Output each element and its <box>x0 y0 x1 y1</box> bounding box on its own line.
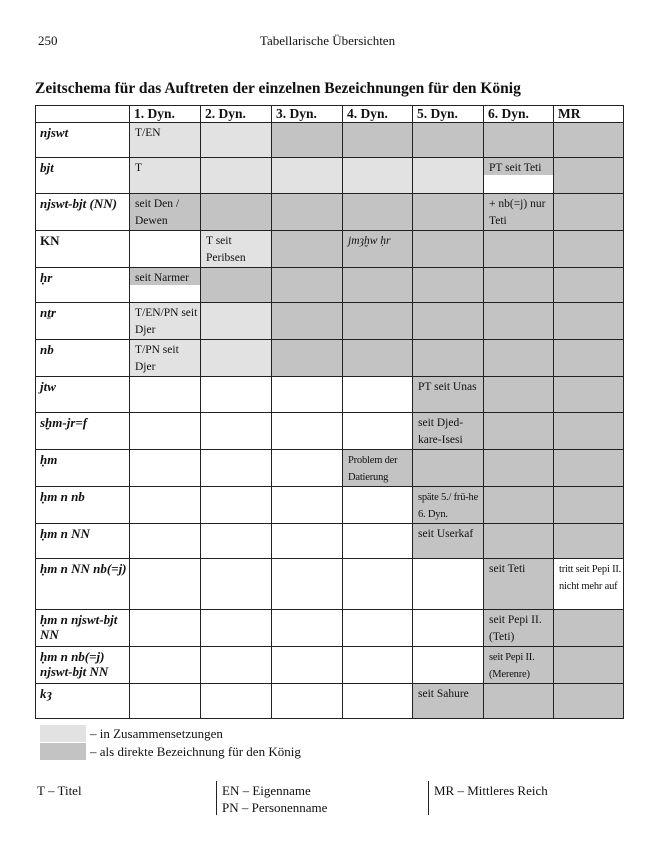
shade-fill <box>484 340 553 376</box>
period-cell <box>272 268 343 303</box>
shade-fill <box>272 194 342 230</box>
shade-fill <box>272 123 342 157</box>
period-cell <box>130 450 201 487</box>
row-label: sḫm-jr=f <box>40 415 88 430</box>
cell-text: T <box>135 162 143 174</box>
period-cell <box>413 158 484 194</box>
table-row <box>36 158 624 194</box>
cell-text: späte 5./ frü-he 6. Dyn. <box>418 492 479 520</box>
row-label-cell <box>36 268 130 303</box>
period-cell <box>343 194 413 231</box>
period-cell <box>272 524 343 559</box>
period-cell <box>484 684 554 719</box>
col-header: 4. Dyn. <box>343 106 413 123</box>
shade-fill <box>484 684 553 718</box>
period-cell <box>272 194 343 231</box>
abbr-item: PN – Personenname <box>222 800 328 815</box>
shade-fill <box>343 194 412 230</box>
row-label-cell <box>36 450 130 487</box>
col-header: 1. Dyn. <box>130 106 201 123</box>
row-label-cell <box>36 559 130 610</box>
period-cell <box>201 524 272 559</box>
divider <box>216 781 217 815</box>
cell-text: seit Sahure <box>418 688 469 700</box>
row-label-cell <box>36 487 130 524</box>
period-cell <box>130 684 201 719</box>
abbr-item: EN – Eigenname <box>222 783 311 798</box>
period-cell <box>343 524 413 559</box>
period-cell <box>201 413 272 450</box>
table-row <box>36 268 624 303</box>
period-cell <box>130 413 201 450</box>
shade-fill <box>272 268 342 302</box>
period-cell <box>413 194 484 231</box>
period-cell <box>554 559 624 610</box>
cell-text: tritt seit Pepi II. nicht mehr auf <box>559 564 622 592</box>
period-cell <box>413 684 484 719</box>
period-cell <box>272 450 343 487</box>
shade-fill <box>272 340 342 376</box>
table-row <box>36 559 624 610</box>
col-header: 5. Dyn. <box>413 106 484 123</box>
col-header: MR <box>554 106 624 123</box>
period-cell <box>130 194 201 231</box>
period-cell <box>130 377 201 413</box>
cell-text: PT seit Unas <box>418 381 477 393</box>
period-cell <box>554 413 624 450</box>
period-cell <box>130 487 201 524</box>
shade-fill <box>201 158 271 193</box>
period-cell <box>413 268 484 303</box>
header-row <box>36 106 624 123</box>
period-cell <box>343 158 413 194</box>
period-cell <box>201 684 272 719</box>
period-cell <box>484 123 554 158</box>
shade-fill <box>554 450 623 486</box>
period-cell <box>343 413 413 450</box>
cell-text: seit Userkaf <box>418 528 474 540</box>
period-cell <box>554 684 624 719</box>
table-row <box>36 377 624 413</box>
row-label-cell <box>36 413 130 450</box>
cell-text: T/EN <box>135 127 161 139</box>
row-label: kȝ <box>40 686 53 701</box>
shade-fill <box>413 268 483 302</box>
shade-fill <box>272 158 342 193</box>
period-cell <box>554 377 624 413</box>
period-cell <box>343 123 413 158</box>
period-cell <box>413 610 484 647</box>
shade-fill <box>201 268 271 302</box>
cell-text: seit Den / Dewen <box>135 198 180 227</box>
table-row <box>36 684 624 719</box>
period-cell <box>272 340 343 377</box>
row-label: ḥm n NN nb(=j) <box>40 561 127 576</box>
period-cell <box>484 194 554 231</box>
period-cell <box>130 231 201 268</box>
period-cell <box>554 487 624 524</box>
cell-text: seit Narmer <box>135 272 189 284</box>
shade-fill <box>554 123 623 157</box>
period-cell <box>343 303 413 340</box>
row-label: njswt <box>40 125 69 140</box>
row-label: njswt-bjt (NN) <box>40 196 117 211</box>
row-label: jtw <box>40 379 56 394</box>
shade-fill <box>554 231 623 267</box>
period-cell <box>413 413 484 450</box>
shade-fill <box>413 123 483 157</box>
period-cell <box>130 123 201 158</box>
shade-fill <box>413 231 483 267</box>
period-cell <box>343 377 413 413</box>
period-cell <box>201 610 272 647</box>
shade-fill <box>554 413 623 449</box>
row-label: nb <box>40 342 54 357</box>
shade-fill <box>554 647 623 683</box>
shade-fill <box>272 303 342 339</box>
shade-fill <box>343 123 412 157</box>
period-cell <box>272 413 343 450</box>
corner-cell <box>36 106 130 123</box>
row-label-cell <box>36 684 130 719</box>
table-row <box>36 303 624 340</box>
period-cell <box>272 377 343 413</box>
row-label: bjt <box>40 160 54 175</box>
shade-fill <box>484 123 553 157</box>
shade-fill <box>554 610 623 646</box>
period-cell <box>201 123 272 158</box>
legend-text-light: – in Zusammensetzungen <box>90 726 223 741</box>
period-cell <box>130 647 201 684</box>
period-cell <box>554 268 624 303</box>
cell-text: seit Pepi II. (Merenre) <box>489 652 535 680</box>
period-cell <box>554 231 624 268</box>
table-row <box>36 194 624 231</box>
period-cell <box>413 340 484 377</box>
row-label-cell <box>36 647 130 684</box>
cell-text: + nb(=j) nur Teti <box>489 198 546 227</box>
period-cell <box>201 487 272 524</box>
period-cell <box>272 559 343 610</box>
period-cell <box>484 524 554 559</box>
period-cell <box>201 647 272 684</box>
period-cell <box>343 559 413 610</box>
shade-fill <box>554 268 623 302</box>
period-cell <box>554 303 624 340</box>
cell-text: T seit Peribsen <box>206 235 246 264</box>
period-cell <box>201 231 272 268</box>
abbr-item: MR – Mittleres Reich <box>434 783 548 798</box>
period-cell <box>484 413 554 450</box>
period-cell <box>201 340 272 377</box>
shade-fill <box>554 303 623 339</box>
period-cell <box>343 684 413 719</box>
row-label-cell <box>36 231 130 268</box>
period-cell <box>343 610 413 647</box>
row-label-cell <box>36 123 130 158</box>
shade-fill <box>272 231 342 267</box>
shade-fill <box>413 158 483 193</box>
shade-fill <box>413 194 483 230</box>
period-cell <box>272 684 343 719</box>
shade-fill <box>413 450 483 486</box>
col-header: 6. Dyn. <box>484 106 554 123</box>
period-cell <box>130 610 201 647</box>
cell-text: seit Djed-kare-Isesi <box>418 417 464 446</box>
chronology-table <box>35 105 624 719</box>
cell-text: T/EN/PN seit Djer <box>135 307 198 336</box>
row-label: ḥr <box>40 270 53 285</box>
period-cell <box>201 158 272 194</box>
period-cell <box>413 123 484 158</box>
cell-text: PT seit Teti <box>489 162 542 174</box>
period-cell <box>554 647 624 684</box>
table-row <box>36 647 624 684</box>
cell-text: jmȝḫw ḥr <box>348 235 391 247</box>
period-cell <box>413 377 484 413</box>
table-title: Zeitschema für das Auftreten der einzelnen Bezeichnungen für den König <box>35 80 521 97</box>
table-row <box>36 123 624 158</box>
table-row <box>36 487 624 524</box>
period-cell <box>272 647 343 684</box>
period-cell <box>130 158 201 194</box>
shade-fill <box>343 158 412 193</box>
period-cell <box>272 303 343 340</box>
cell-text: seit Pepi II. (Teti) <box>489 614 542 643</box>
period-cell <box>130 559 201 610</box>
table-row <box>36 450 624 487</box>
table-row <box>36 610 624 647</box>
period-cell <box>130 524 201 559</box>
legend-swatch-dark <box>40 743 86 760</box>
row-label-cell <box>36 158 130 194</box>
period-cell <box>413 450 484 487</box>
period-cell <box>554 524 624 559</box>
period-cell <box>343 340 413 377</box>
period-cell <box>484 610 554 647</box>
period-cell <box>554 194 624 231</box>
period-cell <box>343 487 413 524</box>
shade-fill <box>413 340 483 376</box>
period-cell <box>130 268 201 303</box>
row-label-cell <box>36 610 130 647</box>
period-cell <box>413 524 484 559</box>
period-cell <box>343 647 413 684</box>
col-header: 3. Dyn. <box>272 106 343 123</box>
row-label-cell <box>36 303 130 340</box>
shade-fill <box>554 487 623 523</box>
period-cell <box>272 231 343 268</box>
shade-fill <box>484 303 553 339</box>
row-label: ḥm n NN <box>40 526 90 541</box>
period-cell <box>201 194 272 231</box>
period-cell <box>272 123 343 158</box>
period-cell <box>484 303 554 340</box>
cell-text: seit Teti <box>489 563 526 575</box>
period-cell <box>201 303 272 340</box>
period-cell <box>343 450 413 487</box>
shade-fill <box>201 340 271 376</box>
col-header: 2. Dyn. <box>201 106 272 123</box>
row-label-cell <box>36 377 130 413</box>
period-cell <box>413 559 484 610</box>
shade-fill <box>201 123 271 157</box>
period-cell <box>484 377 554 413</box>
row-label: ḥm n nb(=j) njswt-bjt NN <box>40 649 109 679</box>
period-cell <box>484 231 554 268</box>
row-label: ḥm n njswt-bjt NN <box>40 612 118 642</box>
shade-fill <box>484 268 553 302</box>
row-label: nṯr <box>40 305 56 320</box>
cell-text: T/PN seit Djer <box>135 344 179 373</box>
shade-fill <box>343 268 412 302</box>
table-row <box>36 340 624 377</box>
divider <box>428 781 429 815</box>
period-cell <box>554 123 624 158</box>
period-cell <box>554 158 624 194</box>
period-cell <box>413 303 484 340</box>
period-cell <box>343 268 413 303</box>
shade-fill <box>201 194 271 230</box>
shade-fill <box>484 413 553 449</box>
abbreviations-col3 <box>434 782 548 799</box>
period-cell <box>484 487 554 524</box>
shade-fill <box>554 524 623 558</box>
period-cell <box>201 559 272 610</box>
period-cell <box>130 340 201 377</box>
cell-text: Problem der Datierung <box>348 455 398 483</box>
shade-fill <box>554 158 623 193</box>
shade-fill <box>484 524 553 558</box>
period-cell <box>484 450 554 487</box>
period-cell <box>484 340 554 377</box>
shade-fill <box>484 377 553 412</box>
table-row <box>36 524 624 559</box>
row-label-cell <box>36 524 130 559</box>
shade-fill <box>484 231 553 267</box>
shade-fill <box>413 303 483 339</box>
shade-fill <box>343 340 412 376</box>
period-cell <box>413 487 484 524</box>
shade-fill <box>554 340 623 376</box>
period-cell <box>201 268 272 303</box>
period-cell <box>554 340 624 377</box>
page-number: 250 <box>38 33 58 48</box>
period-cell <box>484 647 554 684</box>
row-label: ḥm <box>40 452 58 467</box>
period-cell <box>343 231 413 268</box>
period-cell <box>201 377 272 413</box>
row-label-cell <box>36 340 130 377</box>
period-cell <box>413 231 484 268</box>
shade-fill <box>484 450 553 486</box>
row-label: KN <box>40 233 60 248</box>
period-cell <box>413 647 484 684</box>
shade-fill <box>484 487 553 523</box>
period-cell <box>130 303 201 340</box>
shade-fill <box>201 303 271 339</box>
period-cell <box>484 268 554 303</box>
abbreviations-col1 <box>37 782 82 799</box>
abbreviations-col2 <box>222 782 327 816</box>
table-row <box>36 413 624 450</box>
abbr-item: T – Titel <box>37 783 82 798</box>
row-label: ḥm n nb <box>40 489 85 504</box>
period-cell <box>484 559 554 610</box>
period-cell <box>554 450 624 487</box>
table-row <box>36 231 624 268</box>
period-cell <box>554 610 624 647</box>
period-cell <box>272 158 343 194</box>
shade-fill <box>554 194 623 230</box>
period-cell <box>272 610 343 647</box>
period-cell <box>201 450 272 487</box>
shade-fill <box>554 377 623 412</box>
running-title: Tabellarische Übersichten <box>259 33 396 48</box>
period-cell <box>272 487 343 524</box>
legend-text-dark: – als direkte Bezeichnung für den König <box>90 744 301 759</box>
legend-swatch-light <box>40 725 86 742</box>
row-label-cell <box>36 194 130 231</box>
shade-fill <box>343 303 412 339</box>
period-cell <box>484 158 554 194</box>
shade-fill <box>554 684 623 718</box>
